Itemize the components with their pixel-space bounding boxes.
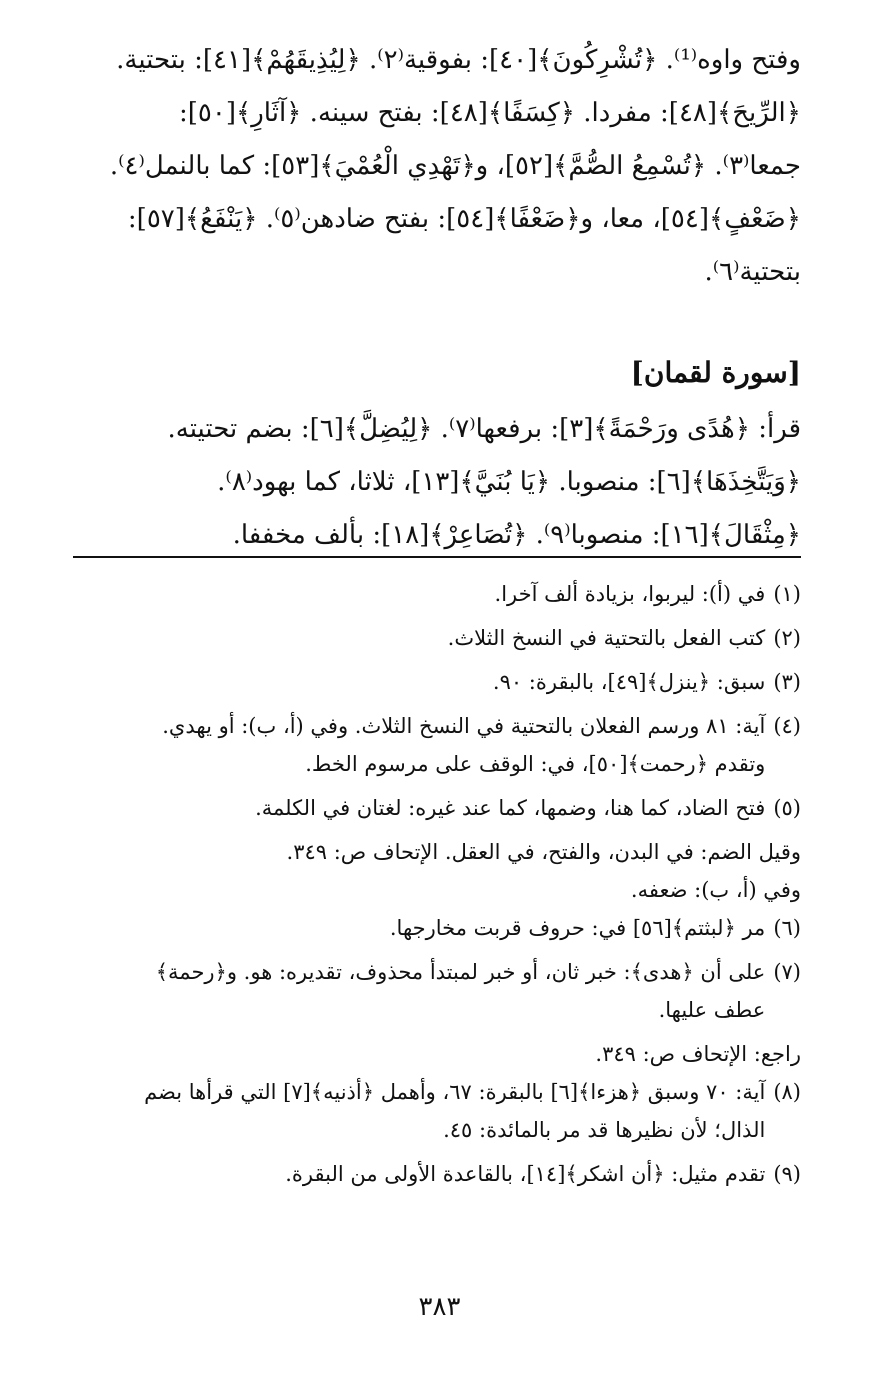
surah-line: ﴿مِثْقَالَ﴾[١٦]: منصوبا⁽٩⁾. ﴿تُصَاعِرْ﴾[١٨]: بألف مخففا. bbox=[232, 520, 801, 550]
page-number: ٣٨٣ bbox=[418, 1292, 461, 1322]
footnote-text: آية: ٧٠ وسبق ﴿هزءا﴾[٦] بالبقرة: ٦٧، وأهمل ﴿أذنيه﴾[٧] التي قرأها بضم bbox=[144, 1080, 766, 1104]
footnote-text: راجع: الإتحاف ص: ٣٤٩. bbox=[595, 1042, 801, 1066]
footnote-4 bbox=[69, 707, 801, 783]
main-line: جمعا⁽٣⁾. ﴿تُسْمِعُ الصُّمَّ﴾[٥٢]، و﴿تَهْدِي الْعُمْيَ﴾[٥٣]: كما بالنمل⁽٤⁾. bbox=[109, 151, 801, 181]
main-line: ﴿ضَعْفٍ﴾[٥٤]، معا، و﴿ضَعْفًا﴾[٥٤]: بفتح ضادهن⁽٥⁾. ﴿يَنْفَعُ﴾[٥٧]: bbox=[127, 204, 801, 234]
footnote-2 bbox=[69, 619, 801, 657]
footnote-text: على أن ﴿هدى﴾: خبر ثان، أو خبر لمبتدأ محذوف، تقديره: هو. و﴿رحمة﴾ bbox=[155, 960, 766, 984]
footnote-text: فتح الضاد، كما هنا، وضمها، كما عند غيره: لغتان في الكلمة. bbox=[255, 796, 766, 820]
footnote-number: (١) bbox=[773, 582, 801, 606]
footnote-1 bbox=[69, 575, 801, 613]
footnote-number: (٣) bbox=[773, 670, 801, 694]
surah-line: قرأ: ﴿هُدًى ورَحْمَةً﴾[٣]: برفعها⁽٧⁾. ﴿لِيُضِلَّ﴾[٦]: بضم تحتيته. bbox=[167, 414, 801, 444]
surah-line: ﴿وَيَتَّخِذَهَا﴾[٦]: منصوبا. ﴿يَا بُنَيَّ﴾[١٣]، ثلاثا، كما بهود⁽٨⁾. bbox=[217, 467, 801, 497]
footnote-text: الذال؛ لأن نظيرها قد مر بالمائدة: ٤٥. bbox=[443, 1118, 766, 1142]
footnote-text: آية: ٨١ ورسم الفعلان بالتحتية في النسخ الثلاث. وفي (أ، ب): أو يهدي. bbox=[162, 714, 766, 738]
main-text bbox=[71, 34, 801, 562]
footnote-3 bbox=[69, 663, 801, 701]
footnote-divider bbox=[73, 556, 801, 558]
footnote-5 bbox=[69, 789, 801, 827]
footnote-text: عطف عليها. bbox=[658, 998, 766, 1022]
main-line: وفتح واوه⁽¹⁾. ﴿تُشْرِكُونَ﴾[٤٠]: بفوقية⁽٢⁾. ﴿لِيُذِيقَهُمْ﴾[٤١]: بتحتية. bbox=[116, 45, 801, 75]
footnote-text: تقدم مثيل: ﴿أن اشكر﴾[١٤]، بالقاعدة الأولى من البقرة. bbox=[285, 1162, 766, 1186]
footnote-text: وفي (أ، ب): ضعفه. bbox=[630, 878, 801, 902]
footnote-9 bbox=[69, 1155, 801, 1193]
footnote-number: (٥) bbox=[773, 796, 801, 820]
footnote-text: وتقدم ﴿رحمت﴾[٥٠]، في: الوقف على مرسوم الخط. bbox=[305, 752, 766, 776]
footnote-number: (٩) bbox=[773, 1162, 801, 1186]
footnote-text: سبق: ﴿ينزل﴾[٤٩]، بالبقرة: ٩٠. bbox=[492, 670, 766, 694]
footnote-number: (٧) bbox=[773, 960, 801, 984]
footnote-8 bbox=[69, 1073, 801, 1149]
footnote-7 bbox=[69, 953, 801, 1029]
footnote-6 bbox=[69, 909, 801, 947]
footnote-text: في (أ): ليربوا، بزيادة ألف آخرا. bbox=[494, 582, 766, 606]
footnote-number: (٢) bbox=[773, 626, 801, 650]
footnote-number: (٨) bbox=[773, 1080, 801, 1104]
main-line: بتحتية⁽٦⁾. bbox=[704, 257, 801, 287]
footnote-number: (٤) bbox=[773, 714, 801, 738]
footnote-text: كتب الفعل بالتحتية في النسخ الثلاث. bbox=[447, 626, 766, 650]
footnotes bbox=[69, 575, 801, 1199]
footnote-text: وقيل الضم: في البدن، والفتح، في العقل. الإتحاف ص: ٣٤٩. bbox=[286, 840, 801, 864]
main-line: ﴿الرِّيحَ﴾[٤٨]: مفردا. ﴿كِسَفًا﴾[٤٨]: بفتح سينه. ﴿آثَارِ﴾[٥٠]: bbox=[179, 98, 801, 128]
footnote-number: (٦) bbox=[773, 916, 801, 940]
footnote-text: مر ﴿لبثتم﴾[٥٦] في: حروف قربت مخارجها. bbox=[389, 916, 766, 940]
surah-heading: [سورة لقمان] bbox=[630, 356, 801, 389]
